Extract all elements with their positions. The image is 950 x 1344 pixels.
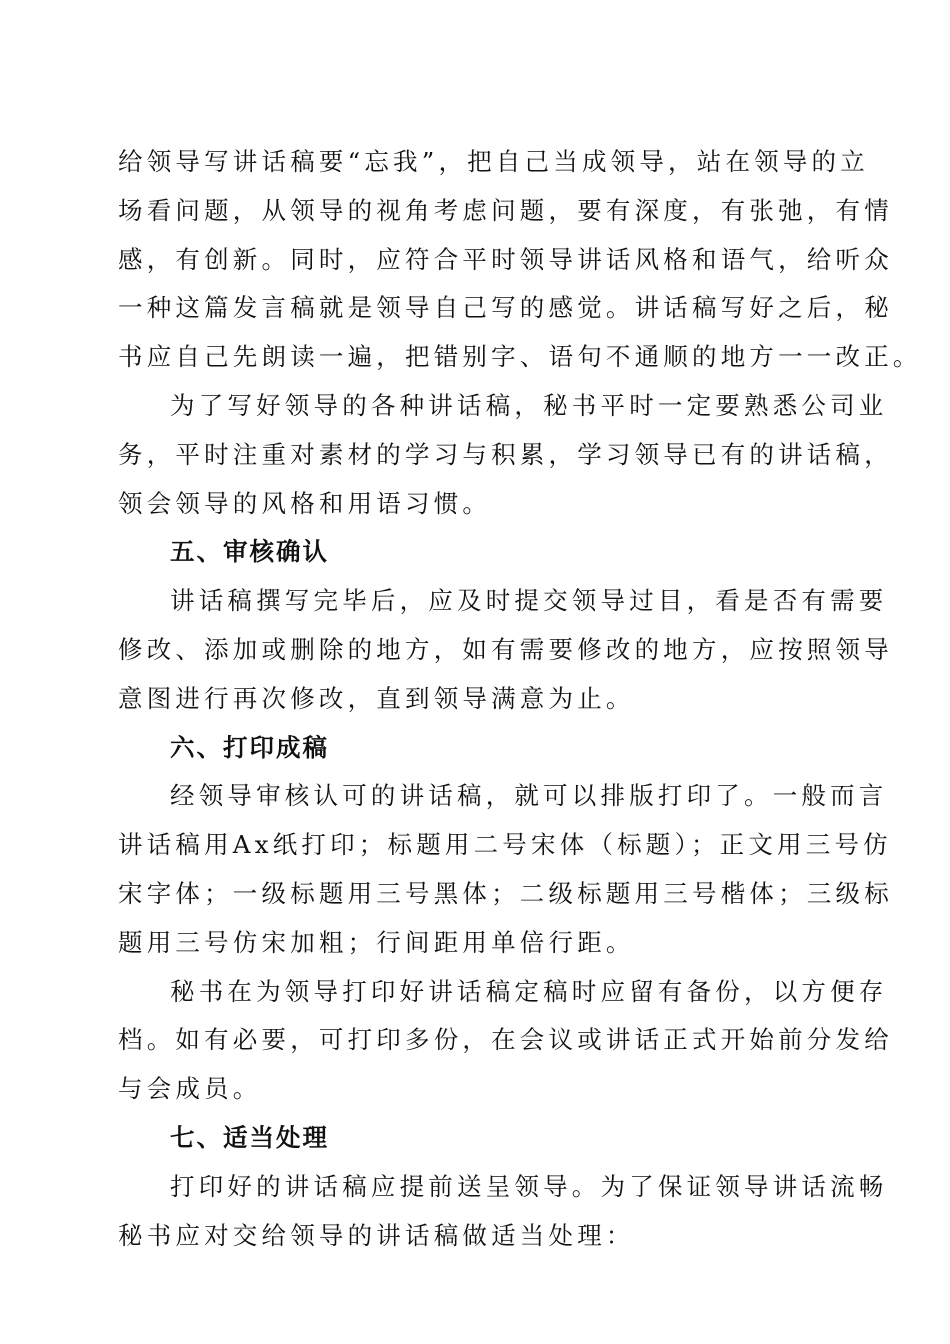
text-line: 感，有创新。同时，应符合平时领导讲话风格和语气，给听众 bbox=[118, 244, 893, 274]
section-heading: 七、适当处理 bbox=[170, 1122, 329, 1152]
text-line: 场看问题，从领导的视角考虑问题，要有深度，有张弛，有情 bbox=[118, 195, 893, 225]
text-line: 讲话稿撰写完毕后，应及时提交领导过目，看是否有需要 bbox=[170, 586, 888, 616]
paragraph bbox=[118, 772, 893, 967]
text-line: 打印好的讲话稿应提前送呈领导。为了保证领导讲话流畅 bbox=[170, 1171, 888, 1201]
paragraph bbox=[118, 1163, 888, 1261]
text-line: 为了写好领导的各种讲话稿，秘书平时一定要熟悉公司业 bbox=[170, 390, 888, 420]
paragraph bbox=[118, 138, 922, 382]
text-line: 秘书在为领导打印好讲话稿定稿时应留有备份，以方便存 bbox=[170, 976, 888, 1006]
text-line: 与会成员。 bbox=[118, 1074, 262, 1104]
section-heading: 六、打印成稿 bbox=[170, 732, 329, 762]
paragraph bbox=[118, 577, 893, 723]
text-line: 秘书应对交给领导的讲话稿做适当处理： bbox=[118, 1220, 635, 1250]
text-line: 给领导写讲话稿要“忘我”，把自己当成领导，站在领导的立 bbox=[118, 147, 869, 176]
text-line: 一种这篇发言稿就是领导自己写的感觉。讲话稿写好之后，秘 bbox=[118, 293, 893, 323]
paragraph bbox=[118, 382, 893, 528]
text-line: 书应自己先朗读一遍，把错别字、语句不通顺的地方一一改正。 bbox=[118, 342, 922, 372]
text-line: 务，平时注重对素材的学习与积累，学习领导已有的讲话稿， bbox=[118, 439, 893, 469]
text-line: 意图进行再次修改，直到领导满意为止。 bbox=[118, 683, 635, 713]
text-line: 领会领导的风格和用语习惯。 bbox=[118, 488, 492, 518]
text-line: 档。如有必要，可打印多份，在会议或讲话正式开始前分发给 bbox=[118, 1025, 893, 1055]
section-heading: 五、审核确认 bbox=[170, 537, 329, 567]
document-body bbox=[118, 138, 922, 1260]
text-line: 题用三号仿宋加粗；行间距用单倍行距。 bbox=[118, 927, 635, 957]
text-line: 修改、添加或删除的地方，如有需要修改的地方，应按照领导 bbox=[118, 634, 893, 664]
text-line: 宋字体；一级标题用三号黑体；二级标题用三号楷体；三级标 bbox=[118, 878, 893, 908]
text-line: 讲话稿用Ax纸打印；标题用二号宋体（标题）；正文用三号仿 bbox=[118, 830, 892, 860]
paragraph bbox=[118, 968, 893, 1114]
text-line: 经领导审核认可的讲话稿，就可以排版打印了。一般而言 bbox=[170, 781, 888, 811]
